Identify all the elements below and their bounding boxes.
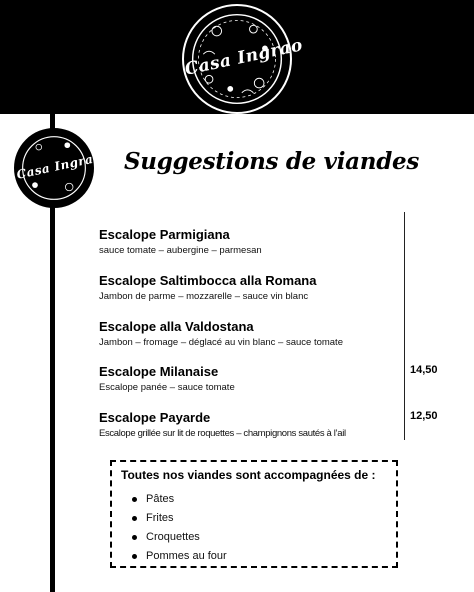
dish-description: Escalope grillée sur lit de roquettes – champignons sautés à l’ail	[99, 428, 346, 439]
list-item-label: Frites	[146, 512, 174, 524]
list-item	[132, 547, 227, 566]
bullet-icon	[132, 497, 137, 502]
dish-price: 14,50	[410, 364, 438, 376]
list-item	[132, 528, 227, 547]
dish-name: Escalope alla Valdostana	[99, 319, 254, 334]
restaurant-logo-small	[14, 128, 103, 208]
menu-item	[99, 364, 235, 393]
menu-item	[99, 410, 346, 439]
accompaniments-box	[110, 460, 398, 568]
restaurant-logo	[182, 4, 305, 114]
list-item	[132, 509, 227, 528]
dish-price: 12,50	[410, 410, 438, 422]
dish-description: sauce tomate – aubergine – parmesan	[99, 245, 262, 256]
bullet-icon	[132, 516, 137, 521]
price-column-divider	[404, 212, 405, 440]
bullet-icon	[132, 535, 137, 540]
list-item-label: Croquettes	[146, 531, 200, 543]
logo-text: Casa Ingrao	[183, 35, 305, 80]
dish-name: Escalope Saltimbocca alla Romana	[99, 273, 317, 288]
dish-name: Escalope Parmigiana	[99, 227, 230, 242]
accompaniments-heading: Toutes nos viandes sont accompagnées de :	[121, 468, 376, 482]
page-title: Suggestions de viandes	[124, 148, 419, 175]
list-item-label: Pommes au four	[146, 550, 227, 562]
menu-item	[99, 319, 343, 348]
bullet-icon	[132, 554, 137, 559]
menu-item	[99, 273, 316, 302]
dish-description: Escalope panée – sauce tomate	[99, 382, 235, 393]
dish-description: Jambon de parme – mozzarelle – sauce vin blanc	[99, 291, 309, 302]
dish-name: Escalope Milanaise	[99, 364, 219, 379]
list-item-label: Pâtes	[146, 493, 175, 505]
dish-description: Jambon – fromage – déglacé au vin blanc – sauce tomate	[99, 337, 343, 348]
accompaniments-list	[132, 490, 227, 566]
menu-item	[99, 227, 262, 256]
dish-name: Escalope Payarde	[99, 410, 211, 425]
logo-text-small: Casa Ingrao	[15, 150, 103, 182]
list-item	[132, 490, 227, 509]
